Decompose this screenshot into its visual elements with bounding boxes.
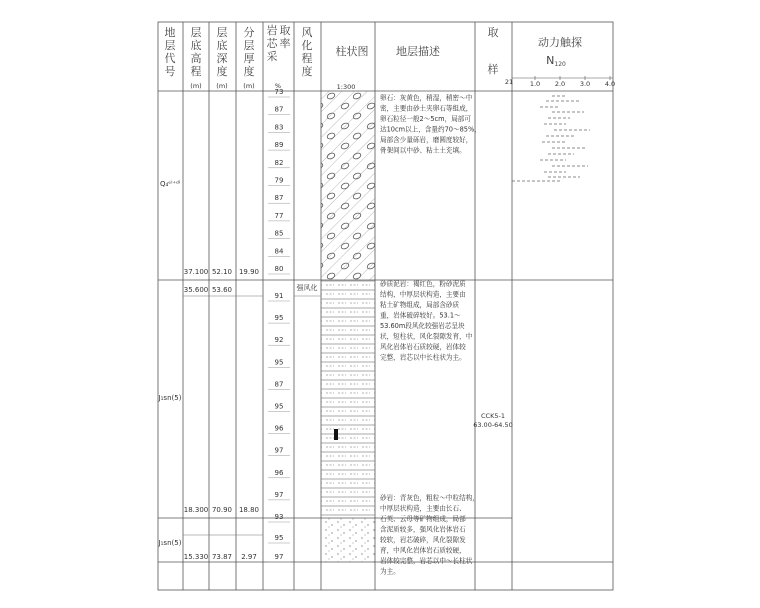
stratum-code: J₁sn(5) (158, 539, 182, 547)
header-bottom-elevation: 层底高程 (190, 26, 202, 78)
header-core-recovery-unit: % (274, 82, 282, 90)
stratum-thickness: 19.90 (238, 268, 260, 276)
stratum-elevation: 15.330 (183, 553, 209, 561)
core-recovery-value: 83 (274, 123, 284, 132)
dcp-scale-tick: 4.0 (604, 80, 616, 88)
strata-values (158, 180, 318, 561)
header-layer-thickness-unit: (m) (243, 82, 255, 90)
header-column-chart: 柱状图 (335, 45, 369, 58)
description-line: 砂岩：青灰色，粗粒～中粒结构， (380, 494, 479, 502)
description-line: 重，岩体破碎较好。53.1～ (380, 311, 461, 320)
stratum-elevation: 18.300 (183, 506, 209, 514)
core-recovery-value: 96 (274, 424, 284, 433)
description-line: 砂质泥岩：褐红色，粉砂泥质 (380, 280, 466, 288)
dcp-scale-tick: 3.0 (579, 80, 591, 88)
interim-elevation: 35.600 (183, 286, 209, 294)
core-recovery-value: 87 (274, 194, 284, 203)
description-line: 岩体较完整，岩芯以中～长柱状 (380, 557, 473, 565)
dcp-top-marker: 21 (504, 78, 514, 86)
description-line: 中厚层状构造，主要由长石、 (380, 504, 466, 513)
description-line: 石英、云母等矿物组成，局部 (380, 515, 466, 523)
interim-depth: 53.60 (211, 286, 233, 294)
core-recovery-value: 93 (274, 513, 284, 521)
description-line: 达10cm以上，含量约70～85%， (380, 125, 481, 134)
header-bottom-depth: 层底深度 (216, 26, 228, 78)
core-recovery-value: 84 (274, 247, 284, 256)
header-bottom-elevation-unit: (m) (190, 82, 202, 90)
description-line: 较软，岩芯破碎，风化裂隙发 (380, 536, 466, 544)
core-recovery-value: 80 (274, 265, 284, 273)
header-weathering: 风化程度 (301, 26, 313, 78)
core-recovery-value: 97 (274, 553, 284, 561)
core-recovery-value: 85 (274, 229, 284, 238)
core-recovery-value: 87 (274, 105, 284, 114)
core-recovery-value: 87 (274, 380, 284, 389)
sample-id: CCK5-1 (481, 412, 505, 420)
core-recovery-value: 82 (274, 158, 284, 167)
header-layer-thickness: 分层厚度 (243, 26, 255, 78)
description-line: 53.60m段风化较强岩芯呈块 (380, 322, 465, 330)
core-recovery-value: 97 (274, 446, 284, 455)
stratum-depth: 70.90 (211, 506, 233, 514)
description-line: 密，主要由砂土夹卵石等组成， (380, 104, 473, 113)
header-scale: 1:300 (336, 83, 356, 91)
core-recovery-value: 92 (274, 336, 284, 345)
header-sampling: 取样 (487, 26, 499, 76)
column-chart (321, 91, 375, 562)
dcp-plot (505, 76, 615, 181)
dcp-scale-tick: 1.0 (529, 80, 541, 88)
description-line: 含泥质较多，强风化岩体岩石 (380, 525, 466, 534)
stratum-thickness: 18.80 (238, 506, 260, 514)
stratum-elevation: 37.100 (183, 268, 209, 276)
dcp-scale-tick: 2.0 (554, 80, 566, 88)
sandstone-fill (321, 518, 375, 562)
core-recovery-value: 95 (274, 314, 284, 323)
stratum-depth: 73.87 (211, 553, 233, 561)
header-row (165, 23, 583, 91)
layer-descriptions (380, 93, 481, 576)
header-description: 地层描述 (396, 45, 440, 58)
description-line: 粘土矿物组成，局部含砂质 (380, 301, 460, 309)
core-recovery-value: 77 (274, 211, 284, 220)
weathering-degree: 强风化 (296, 284, 318, 292)
stratum-depth: 52.10 (211, 268, 233, 276)
header-stratum-code: 地层代号 (164, 26, 176, 78)
header-dynamic-penetration: 动力触探 (538, 36, 582, 49)
stratum-code: J₁sn(5) (158, 394, 182, 402)
core-recovery-value: 91 (274, 292, 284, 300)
core-recovery-value: 79 (274, 176, 284, 185)
mudstone-fill (321, 280, 375, 518)
description-line: 局部含少量砾岩，磨圆度较好， (380, 136, 473, 144)
core-recovery-value: 96 (274, 468, 284, 477)
description-line: 骨架间以中砂、粘土土充填。 (380, 146, 466, 155)
description-line: 为主。 (380, 567, 400, 576)
sample-marker (334, 429, 338, 440)
description-line: 卵石：灰黄色，稍湿，稍密～中 (380, 94, 473, 102)
description-line: 风化岩体岩石质较硬，岩体较 (380, 343, 466, 351)
core-recovery-value: 95 (274, 402, 284, 411)
description-line: 结构，中厚层状构造，主要由 (380, 290, 466, 299)
description-line: 状，短柱状，风化裂隙发育，中 (380, 332, 473, 341)
core-recovery-value: 89 (274, 141, 284, 150)
header-dcp-n: N120 (546, 54, 566, 68)
header-core-recovery: 岩芯采取率 (266, 24, 291, 63)
core-recovery-values (268, 88, 290, 562)
gravel-pebble-fill (321, 91, 375, 280)
core-recovery-value: 73 (274, 88, 284, 96)
sample-label (473, 412, 513, 429)
core-recovery-value: 97 (274, 490, 284, 499)
header-bottom-depth-unit: (m) (216, 82, 228, 90)
stratum-thickness: 2.97 (241, 553, 257, 561)
stratum-code: Q₄ᵉˡ⁺ᵈˡ (159, 180, 181, 188)
description-line: 卵石粒径一般2～5cm，局部可 (380, 115, 471, 123)
core-recovery-value: 95 (274, 534, 284, 542)
description-line: 育，中风化岩体岩石质较硬， (380, 546, 466, 555)
description-line: 完整，岩芯以中长柱状为主。 (380, 353, 466, 362)
sample-range: 63.00-64.50 (473, 421, 513, 429)
core-recovery-value: 95 (274, 358, 284, 367)
